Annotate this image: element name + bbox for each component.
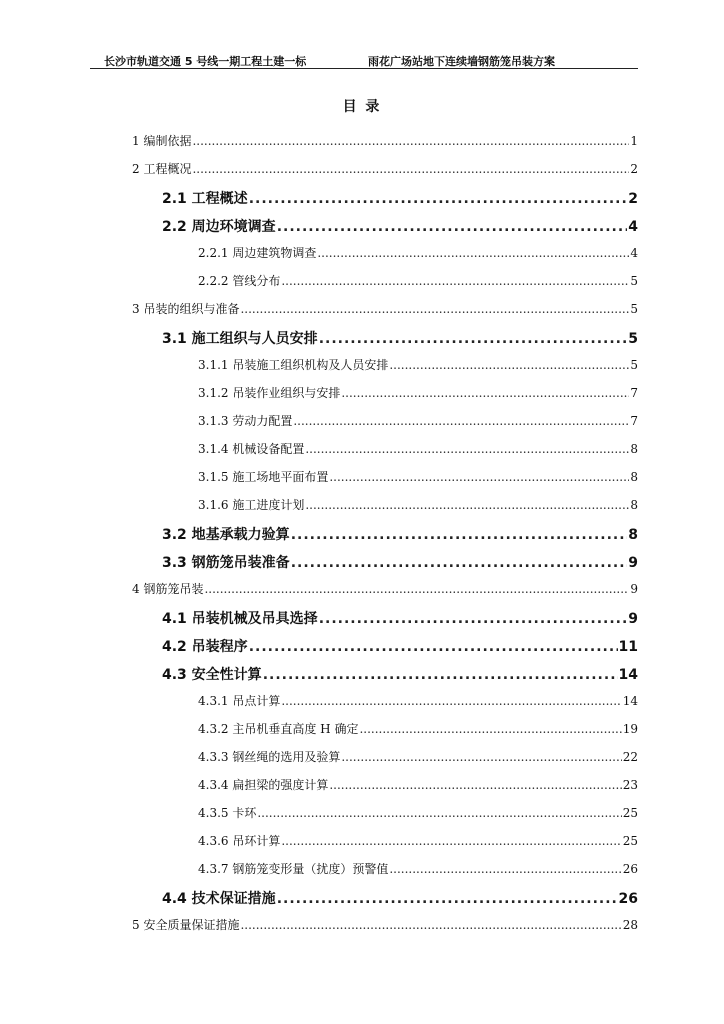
toc-dot-leader bbox=[389, 358, 629, 372]
toc-dot-leader bbox=[291, 555, 628, 571]
toc-dot-leader bbox=[240, 918, 621, 932]
toc-entry[interactable] bbox=[198, 748, 638, 765]
toc-dot-leader bbox=[192, 134, 629, 148]
toc-dot-leader bbox=[263, 667, 618, 683]
toc-entry-label: 2.2.1 周边建筑物调查 bbox=[198, 246, 317, 260]
toc-entry-page-number: 9 bbox=[630, 582, 638, 596]
toc-entry-label: 4.3 安全性计算 bbox=[162, 667, 262, 683]
toc-dot-leader bbox=[291, 527, 628, 543]
toc-entry[interactable] bbox=[162, 608, 638, 628]
toc-entry[interactable] bbox=[198, 440, 638, 457]
toc-entry-page-number: 9 bbox=[628, 611, 638, 627]
toc-entry[interactable] bbox=[198, 384, 638, 401]
toc-dot-leader bbox=[204, 582, 629, 596]
toc-entry-label: 3.3 钢筋笼吊装准备 bbox=[162, 555, 290, 571]
toc-entry[interactable] bbox=[198, 496, 638, 513]
toc-entry[interactable] bbox=[198, 412, 638, 429]
toc-entry-label: 4.3.5 卡环 bbox=[198, 806, 257, 820]
toc-entry-page-number: 8 bbox=[628, 527, 638, 543]
toc-entry[interactable] bbox=[162, 552, 638, 572]
toc-dot-leader bbox=[319, 611, 628, 627]
toc-dot-leader bbox=[359, 722, 621, 736]
toc-entry-page-number: 4 bbox=[628, 219, 638, 235]
toc-entry-page-number: 28 bbox=[622, 918, 638, 932]
toc-entry-label: 3.1.2 吊装作业组织与安排 bbox=[198, 386, 341, 400]
toc-entry-page-number: 25 bbox=[622, 834, 638, 848]
toc-entry-page-number: 7 bbox=[630, 414, 638, 428]
toc-dot-leader bbox=[249, 639, 618, 655]
toc-entry-page-number: 9 bbox=[628, 555, 638, 571]
toc-entry[interactable] bbox=[198, 356, 638, 373]
toc-entry-page-number: 26 bbox=[622, 862, 638, 876]
toc-entry[interactable] bbox=[132, 132, 638, 149]
toc-entry-label: 3.1 施工组织与人员安排 bbox=[162, 331, 318, 347]
toc-entry-label: 4.3.1 吊点计算 bbox=[198, 694, 281, 708]
toc-entry-page-number: 8 bbox=[630, 470, 638, 484]
toc-entry-label: 2.2.2 管线分布 bbox=[198, 274, 281, 288]
toc-dot-leader bbox=[277, 219, 628, 235]
toc-entry-label: 3.2 地基承载力验算 bbox=[162, 527, 290, 543]
toc-entry-page-number: 5 bbox=[630, 302, 638, 316]
toc-entry[interactable] bbox=[162, 888, 638, 908]
toc-entry-label: 3.1.4 机械设备配置 bbox=[198, 442, 305, 456]
toc-entry-label: 2 工程概况 bbox=[132, 162, 192, 176]
toc-entry-page-number: 5 bbox=[628, 331, 638, 347]
toc-entry-page-number: 4 bbox=[630, 246, 638, 260]
toc-dot-leader bbox=[281, 274, 629, 288]
toc-entry[interactable] bbox=[132, 916, 638, 933]
toc-entry-page-number: 23 bbox=[622, 778, 638, 792]
toc-entry-label: 4.1 吊装机械及吊具选择 bbox=[162, 611, 318, 627]
page-header bbox=[90, 52, 638, 69]
header-document-title: 雨花广场站地下连续墙钢筋笼吊装方案 bbox=[368, 55, 555, 68]
toc-entry-label: 3.1.5 施工场地平面布置 bbox=[198, 470, 329, 484]
toc-entry[interactable] bbox=[198, 832, 638, 849]
toc-entry[interactable] bbox=[198, 468, 638, 485]
toc-entry[interactable] bbox=[198, 244, 638, 261]
toc-entry-page-number: 5 bbox=[630, 274, 638, 288]
toc-entry-label: 4.4 技术保证措施 bbox=[162, 891, 276, 907]
toc-entry-label: 5 安全质量保证措施 bbox=[132, 918, 240, 932]
header-project-name: 长沙市轨道交通 5 号线一期工程土建一标 bbox=[104, 55, 307, 68]
toc-entry[interactable] bbox=[198, 692, 638, 709]
toc-entry-page-number: 2 bbox=[630, 162, 638, 176]
toc-dot-leader bbox=[329, 778, 621, 792]
toc-entry-label: 3.1.3 劳动力配置 bbox=[198, 414, 293, 428]
toc-entry-page-number: 25 bbox=[622, 806, 638, 820]
toc-dot-leader bbox=[249, 191, 628, 207]
toc-entry-page-number: 2 bbox=[628, 191, 638, 207]
toc-dot-leader bbox=[257, 806, 621, 820]
toc-entry[interactable] bbox=[162, 664, 638, 684]
toc-entry-label: 4 钢筋笼吊装 bbox=[132, 582, 204, 596]
toc-entry-page-number: 5 bbox=[630, 358, 638, 372]
toc-entry[interactable] bbox=[162, 636, 638, 656]
toc-dot-leader bbox=[240, 302, 629, 316]
toc-dot-leader bbox=[341, 750, 621, 764]
toc-dot-leader bbox=[293, 414, 629, 428]
toc-entry-label: 4.3.2 主吊机垂直高度 H 确定 bbox=[198, 722, 359, 736]
toc-entry[interactable] bbox=[162, 328, 638, 348]
toc-entry-page-number: 14 bbox=[622, 694, 638, 708]
toc-dot-leader bbox=[305, 442, 629, 456]
toc-entry-label: 4.2 吊装程序 bbox=[162, 639, 248, 655]
toc-entry[interactable] bbox=[198, 272, 638, 289]
toc-entry-page-number: 8 bbox=[630, 498, 638, 512]
toc-dot-leader bbox=[341, 386, 629, 400]
toc-entry[interactable] bbox=[198, 720, 638, 737]
toc-entry[interactable] bbox=[132, 160, 638, 177]
toc-dot-leader bbox=[281, 694, 621, 708]
toc-entry-label: 3 吊装的组织与准备 bbox=[132, 302, 240, 316]
toc-entry-page-number: 1 bbox=[630, 134, 638, 148]
toc-entry-label: 2.1 工程概述 bbox=[162, 191, 248, 207]
toc-entry-label: 4.3.6 吊环计算 bbox=[198, 834, 281, 848]
toc-entry-page-number: 11 bbox=[618, 639, 638, 655]
toc-entry-page-number: 8 bbox=[630, 442, 638, 456]
toc-dot-leader bbox=[329, 470, 629, 484]
toc-entry-label: 4.3.7 钢筋笼变形量（扰度）预警值 bbox=[198, 862, 389, 876]
toc-entry-label: 3.1.6 施工进度计划 bbox=[198, 498, 305, 512]
toc-entry[interactable] bbox=[132, 300, 638, 317]
toc-dot-leader bbox=[192, 162, 629, 176]
toc-entry-label: 4.3.4 扁担梁的强度计算 bbox=[198, 778, 329, 792]
toc-dot-leader bbox=[281, 834, 621, 848]
toc-dot-leader bbox=[319, 331, 628, 347]
toc-entry-page-number: 19 bbox=[622, 722, 638, 736]
toc-entry-page-number: 14 bbox=[618, 667, 638, 683]
toc-entry-page-number: 7 bbox=[630, 386, 638, 400]
toc-entry-label: 2.2 周边环境调查 bbox=[162, 219, 276, 235]
toc-dot-leader bbox=[389, 862, 621, 876]
toc-entry[interactable] bbox=[162, 524, 638, 544]
toc-entry-page-number: 22 bbox=[622, 750, 638, 764]
toc-entry[interactable] bbox=[162, 188, 638, 208]
toc-entry-page-number: 26 bbox=[618, 891, 638, 907]
toc-entry-label: 3.1.1 吊装施工组织机构及人员安排 bbox=[198, 358, 389, 372]
toc-entry-label: 4.3.3 钢丝绳的选用及验算 bbox=[198, 750, 341, 764]
toc-entry[interactable] bbox=[198, 776, 638, 793]
toc-dot-leader bbox=[317, 246, 629, 260]
toc-entry[interactable] bbox=[198, 860, 638, 877]
toc-entry-label: 1 编制依据 bbox=[132, 134, 192, 148]
toc-title: 目 录 bbox=[342, 99, 382, 115]
toc-entry[interactable] bbox=[132, 580, 638, 597]
toc-entry[interactable] bbox=[162, 216, 638, 236]
toc-dot-leader bbox=[305, 498, 629, 512]
toc-dot-leader bbox=[277, 891, 618, 907]
toc-entry[interactable] bbox=[198, 804, 638, 821]
